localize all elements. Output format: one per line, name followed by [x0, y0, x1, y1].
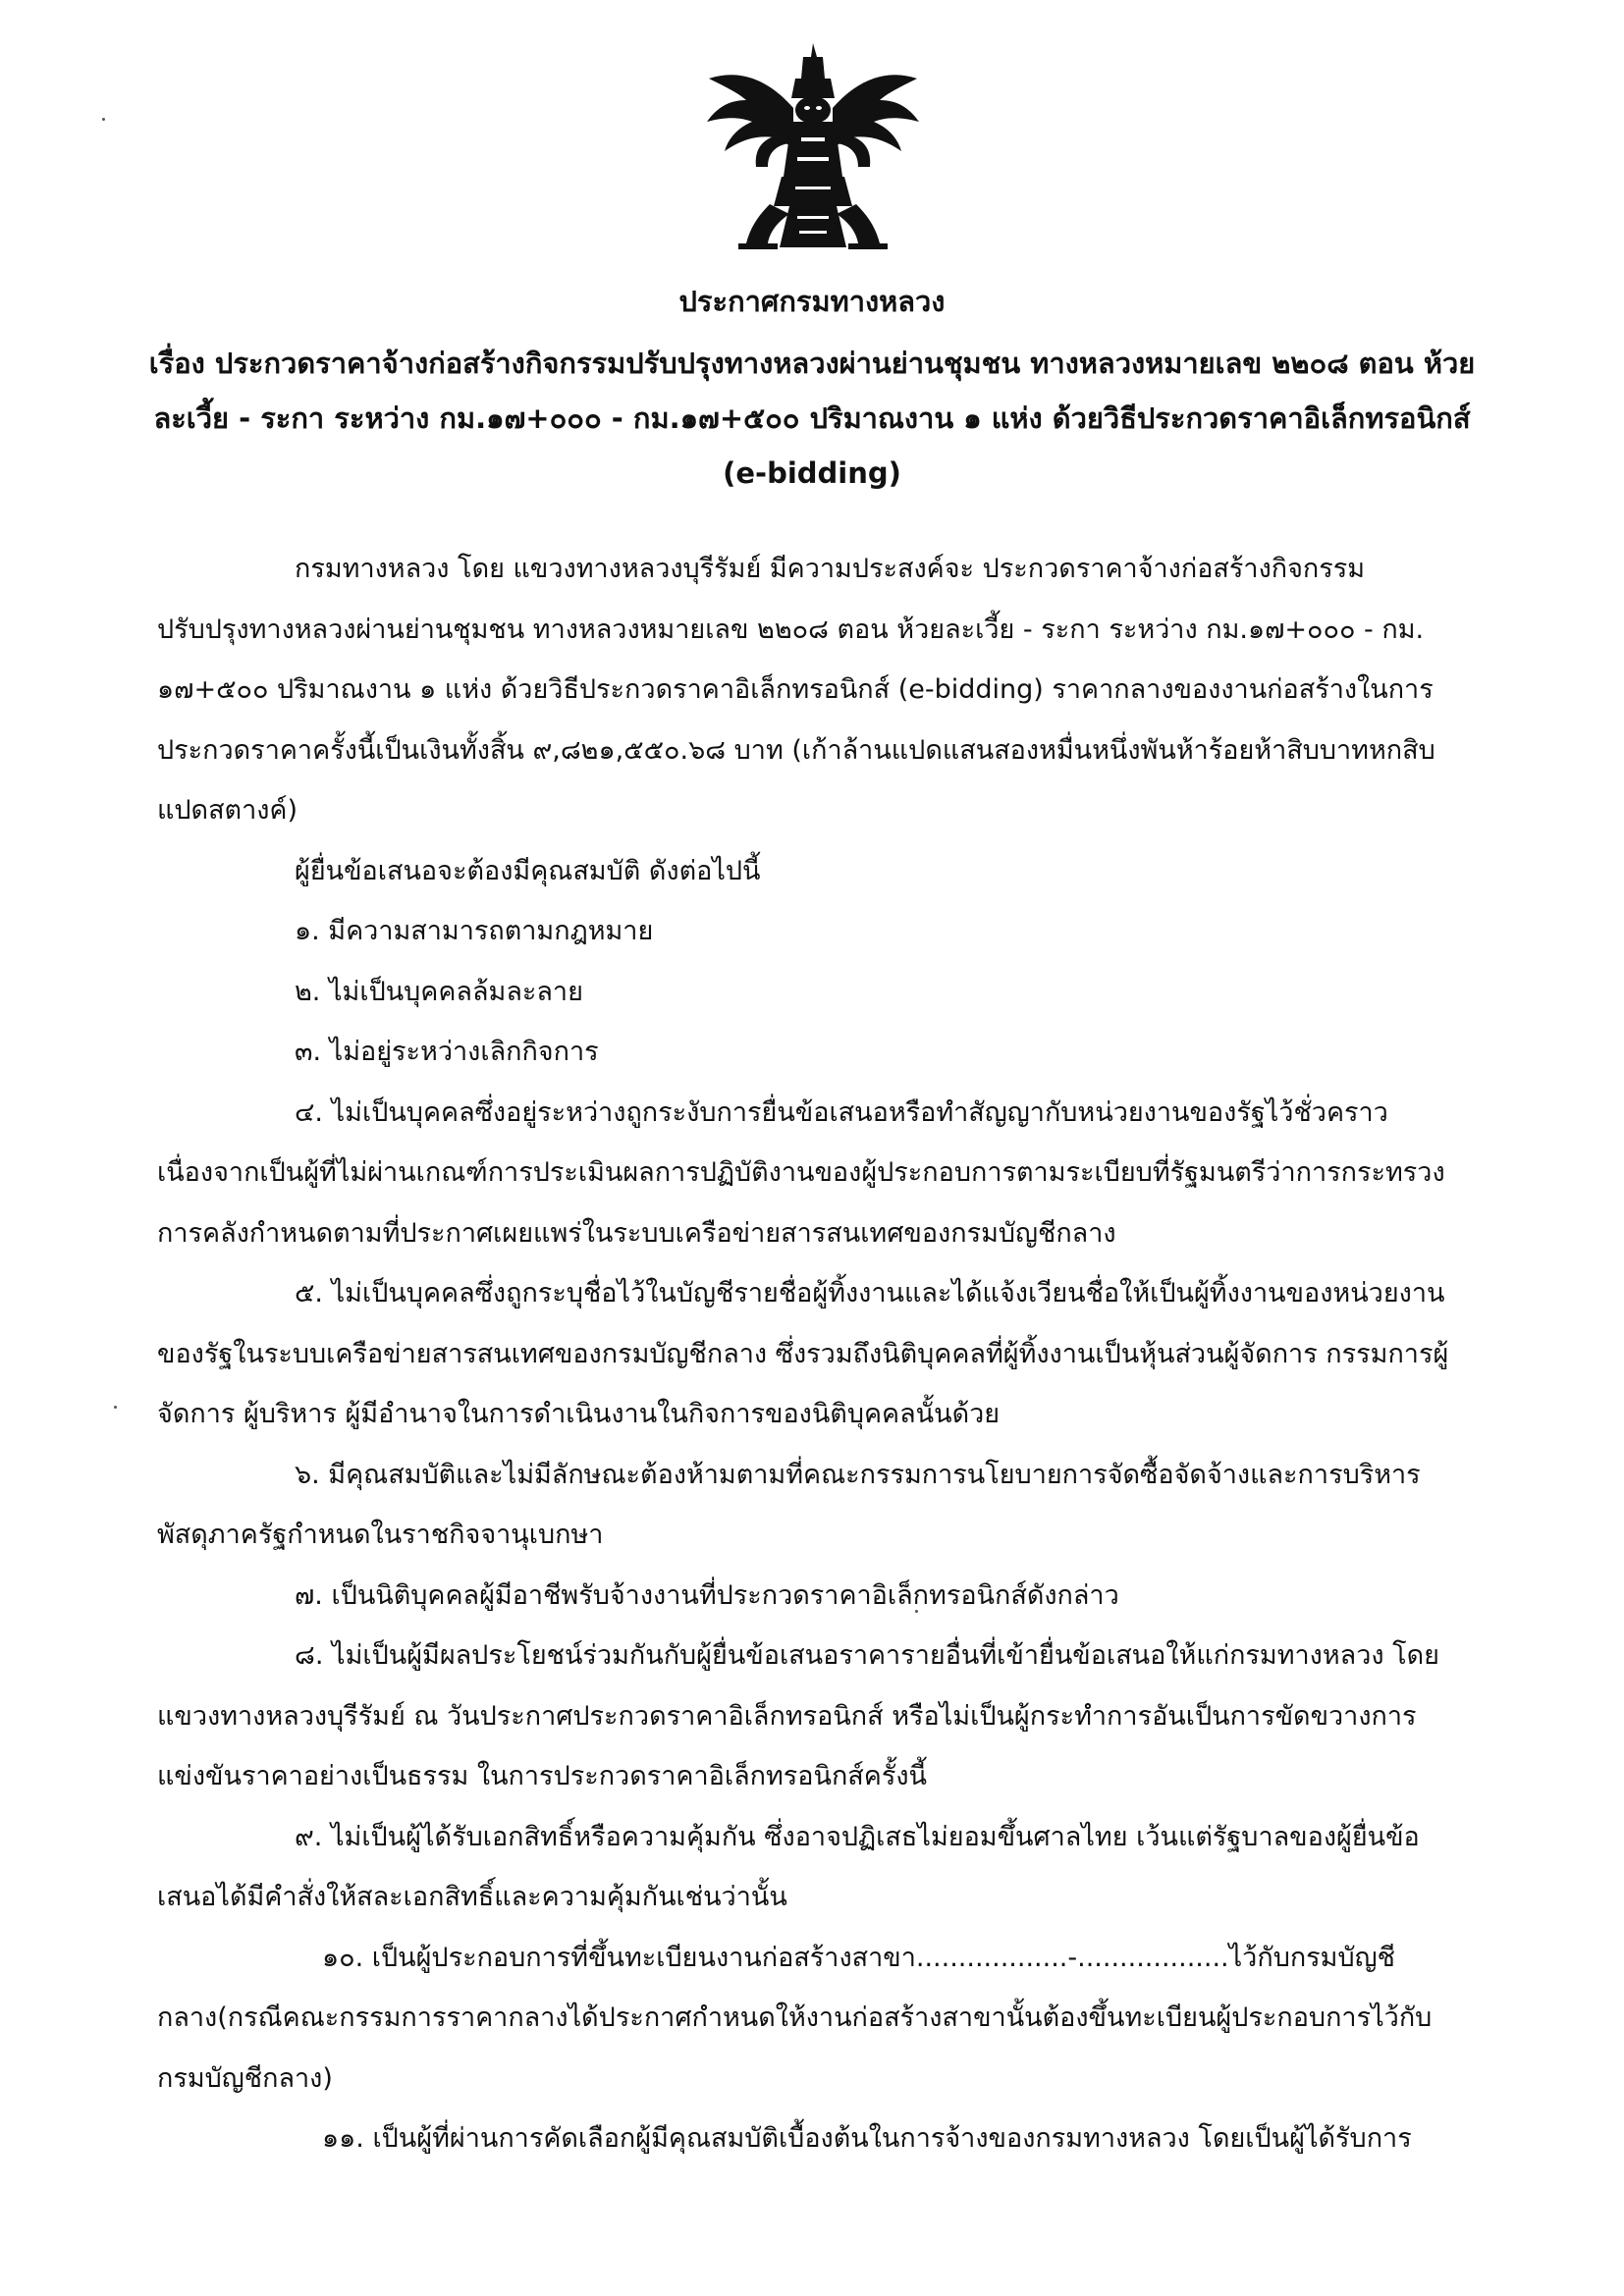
announcement-subject — [118, 336, 1506, 501]
body-line: แขวงทางหลวงบุรีรัมย์ ณ วันประกาศประกวดราคาอิเล็กทรอนิกส์ หรือไม่เป็นผู้กระทำการอันเป็นการขัดขวางการ — [157, 1700, 1417, 1732]
body-line: แปดสตางค์) — [157, 795, 298, 826]
qualification-item: ๙. ไม่เป็นผู้ได้รับเอกสิทธิ์หรือความคุ้มกัน ซึ่งอาจปฏิเสธไม่ยอมขึ้นศาลไทย เว้นแต่รัฐบาลของผู้ยื่นข้อ — [295, 1821, 1420, 1852]
body-line: ประกวดราคาครั้งนี้เป็นเงินทั้งสิ้น ๙,๘๒๑,๕๕๐.๖๘ บาท (เก้าล้านแปดแสนสองหมื่นหนึ่งพันห้าร้อยห้าสิบบาทหกสิบ — [157, 734, 1435, 766]
subject-line: ละเวี้ย - ระกา ระหว่าง กม.๑๗+๐๐๐ - กม.๑๗+๕๐๐ ปริมาณงาน ๑ แห่ง ด้วยวิธีประกวดราคาอิเล็กทรอนิกส์ — [153, 401, 1471, 435]
subject-line: (e-bidding) — [723, 456, 901, 490]
garuda-emblem-icon — [699, 39, 927, 253]
qualification-item: ๑๐. เป็นผู้ประกอบการที่ขึ้นทะเบียนงานก่อสร้างสาขา..................-..................ไว้กับกรมบัญชี — [322, 1942, 1395, 1973]
body-line: กลาง(กรณีคณะกรรมการราคากลางได้ประกาศกำหนดให้งานก่อสร้างสาขานั้นต้องขึ้นทะเบียนผู้ประกอบการไว้กับ — [157, 2002, 1433, 2033]
qualification-item: ๑. มีความสามารถตามกฎหมาย — [295, 916, 654, 946]
body-line: ของรัฐในระบบเครือข่ายสารสนเทศของกรมบัญชีกลาง ซึ่งรวมถึงนิติบุคคลที่ผู้ทิ้งงานเป็นหุ้นส่วนผู้จัดการ กรรมการผู้ — [157, 1338, 1449, 1369]
qualification-item: ๓. ไม่อยู่ระหว่างเลิกกิจการ — [295, 1037, 599, 1067]
scan-speck — [915, 1610, 918, 1613]
scan-speck — [102, 118, 105, 121]
qualification-item: ๕. ไม่เป็นบุคคลซึ่งถูกระบุชื่อไว้ในบัญชีรายชื่อผู้ทิ้งงานและได้แจ้งเวียนชื่อให้เป็นผู้ทิ้งงานของหน่วยงาน — [295, 1278, 1445, 1308]
qualification-item: ๗. เป็นนิติบุคคลผู้มีอาชีพรับจ้างงานที่ประกวดราคาอิเล็กทรอนิกส์ดังกล่าว — [295, 1579, 1119, 1611]
body-line: กรมบัญชีกลาง) — [157, 2062, 333, 2094]
body-line: พัสดุภาครัฐกำหนดในราชกิจจานุเบกษา — [157, 1520, 604, 1550]
qualification-item: ๔. ไม่เป็นบุคคลซึ่งอยู่ระหว่างถูกระงับการยื่นข้อเสนอหรือทำสัญญากับหน่วยงานของรัฐไว้ชั่วคราว — [295, 1096, 1388, 1128]
body-line: ๑๗+๕๐๐ ปริมาณงาน ๑ แห่ง ด้วยวิธีประกวดราคาอิเล็กทรอนิกส์ (e-bidding) ราคากลางของงานก่อสร้างในการ — [157, 674, 1434, 705]
qualification-item: ๖. มีคุณสมบัติและไม่มีลักษณะต้องห้ามตามที่คณะกรรมการนโยบายการจัดซื้อจัดจ้างและการบริหาร — [295, 1459, 1421, 1490]
qualification-item: ๒. ไม่เป็นบุคคลล้มละลาย — [295, 976, 583, 1007]
body-line: การคลังกำหนดตามที่ประกาศเผยแพร่ในระบบเครือข่ายสารสนเทศของกรมบัญชีกลาง — [157, 1217, 1116, 1249]
subject-line: เรื่อง ประกวดราคาจ้างก่อสร้างกิจกรรมปรับปรุงทางหลวงผ่านย่านชุมชน ทางหลวงหมายเลข ๒๒๐๘ ตอน ห้วย — [148, 347, 1476, 380]
qualification-item: ๘. ไม่เป็นผู้มีผลประโยชน์ร่วมกันกับผู้ยื่นข้อเสนอราคารายอื่นที่เข้ายื่นข้อเสนอให้แก่กรมทางหลวง โดย — [295, 1640, 1439, 1671]
scan-speck — [114, 1406, 117, 1409]
announcement-body — [157, 539, 1512, 2169]
body-line: แข่งขันราคาอย่างเป็นธรรม ในการประกวดราคาอิเล็กทรอนิกส์ครั้งนี้ — [157, 1761, 927, 1791]
qualification-item: ๑๑. เป็นผู้ที่ผ่านการคัดเลือกผู้มีคุณสมบัติเบื้องต้นในการจ้างของกรมทางหลวง โดยเป็นผู้ได้รับการ — [322, 2123, 1412, 2154]
body-line: ปรับปรุงทางหลวงผ่านย่านชุมชน ทางหลวงหมายเลข ๒๒๐๘ ตอน ห้วยละเวี้ย - ระกา ระหว่าง กม.๑๗+๐๐๐ - กม. — [157, 614, 1425, 645]
announcement-title: ประกาศกรมทางหลวง — [678, 285, 946, 318]
body-line: เสนอได้มีคำสั่งให้สละเอกสิทธิ์และความคุ้มกันเช่นว่านั้น — [157, 1882, 787, 1912]
body-line: จัดการ ผู้บริหาร ผู้มีอำนาจในการดำเนินงานในกิจการของนิติบุคคลนั้นด้วย — [157, 1399, 1001, 1429]
body-line: กรมทางหลวง โดย แขวงทางหลวงบุรีรัมย์ มีความประสงค์จะ ประกวดราคาจ้างก่อสร้างกิจกรรม — [295, 554, 1366, 584]
body-line: เนื่องจากเป็นผู้ที่ไม่ผ่านเกณฑ์การประเมินผลการปฏิบัติงานของผู้ประกอบการตามระเบียบที่รัฐมนตรีว่าการกระทรวง — [157, 1157, 1445, 1188]
body-line: ผู้ยื่นข้อเสนอจะต้องมีคุณสมบัติ ดังต่อไปนี้ — [295, 855, 761, 886]
